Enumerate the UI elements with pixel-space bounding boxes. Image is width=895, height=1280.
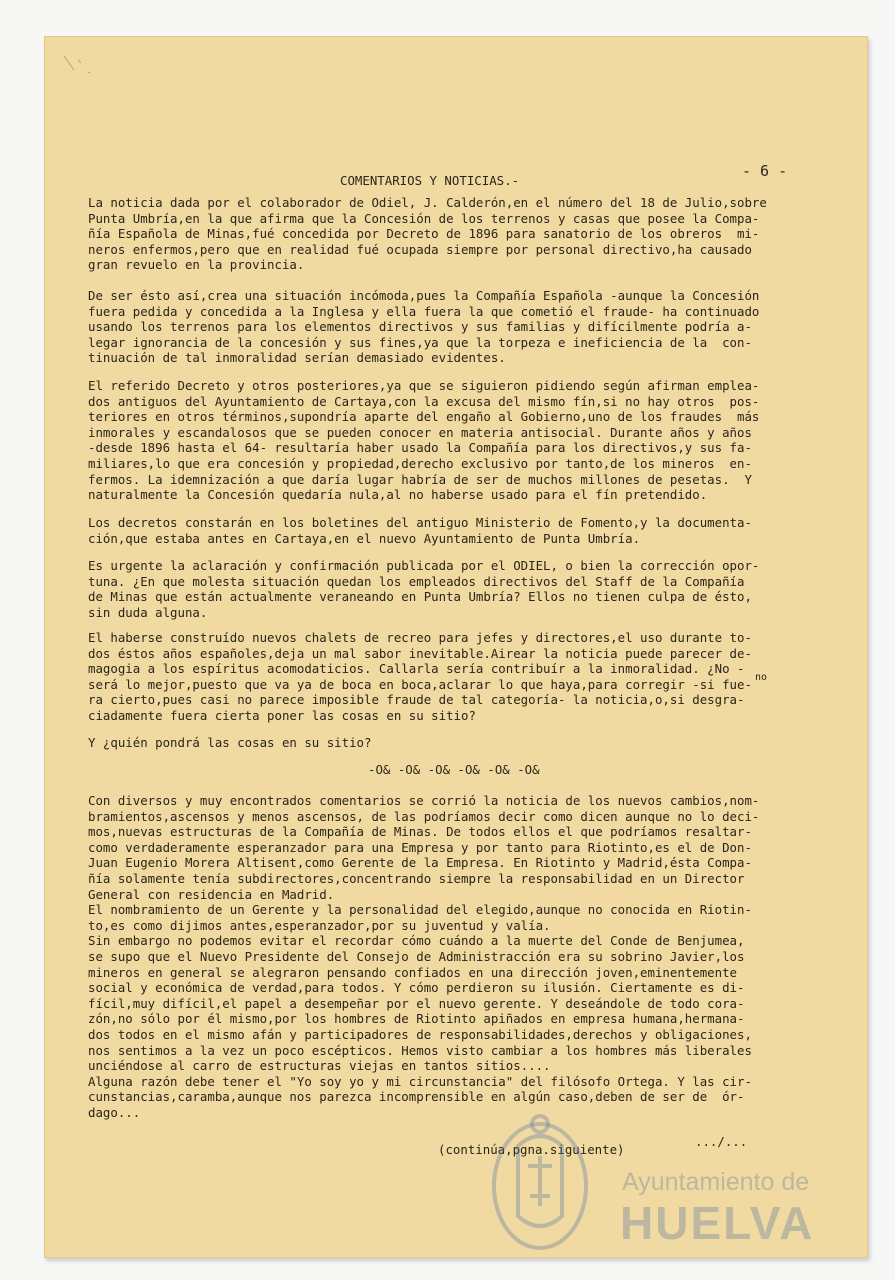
- text-line: fuera pedida y concedida a la Inglesa y ella fuera la que cometió el fraude- ha continuado: [88, 303, 760, 319]
- text-line: bramientos,ascensos y menos ascensos, de las podríamos decir como dicen aunque no lo deci-: [88, 808, 760, 824]
- text-line: Sin embargo no podemos evitar el recordar cómo cuándo a la muerte del Conde de Benjumea,: [88, 933, 745, 949]
- paragraph-8: [88, 793, 828, 1120]
- paragraph-3: [88, 378, 828, 503]
- continues-note: (continúa,pgna.siguiente): [438, 1142, 625, 1157]
- text-line: dos todos en el mismo afán y participadores de responsabilidades,derechos y obligaciones,: [88, 1026, 752, 1042]
- paragraph-5: [88, 558, 828, 620]
- text-line: como verdaderamente esperanzador para una Empresa y por tanto para Riotinto,es el de Don-: [88, 839, 752, 855]
- text-line: General con residencia en Madrid.: [88, 886, 335, 902]
- text-line: Los decretos constarán en los boletines del antiguo Ministerio de Fomento,y la documenta-: [88, 515, 752, 530]
- text-line: ra cierto,pues casi no parece imposible fraude de tal categoría- la noticia,o,si desgra-: [88, 692, 745, 708]
- text-line: teriores en otros términos,supondría aparte del engaño al Gobierno,uno de los fraudes más: [88, 409, 760, 425]
- text-line: De ser ésto así,crea una situación incómoda,pues la Compañía Española -aunque la Concesión: [88, 288, 760, 303]
- text-line: cunstancias,caramba,aunque nos parezca incomprensible en algún caso,deben de ser de ór-: [88, 1089, 745, 1105]
- text-line: ción,que estaba antes en Cartaya,en el nuevo Ayuntamiento de Punta Umbría.: [88, 530, 641, 546]
- text-line: Punta Umbría,en la que afirma que la Concesión de los terrenos y casas que posee la Compa-: [88, 210, 760, 226]
- text-line: La noticia dada por el colaborador de Odiel, J. Calderón,en el número del 18 de Julio,sobre: [88, 195, 767, 210]
- text-line: social y económica de verdad,para todos. Y cómo perdieron su ilusión. Ciertamente es di-: [88, 980, 745, 996]
- paragraph-4: [88, 515, 828, 546]
- text-line: será lo mejor,puesto que va ya de boca en boca,aclarar lo que haya,para corregir -si fue-: [88, 676, 752, 692]
- text-line: -desde 1896 hasta el 64- resultaría haber usado la Compañía para los directivos,y sus fa-: [88, 440, 752, 456]
- continuation-mark: .../...: [695, 1134, 748, 1149]
- text-line: dago...: [88, 1104, 141, 1120]
- paragraph-6: [88, 630, 828, 724]
- text-line: Con diversos y muy encontrados comentarios se corrió la noticia de los nuevos cambios,nom-: [88, 793, 760, 808]
- text-line: El referido Decreto y otros posteriores,ya que se siguieron pidiendo según afirman emplea-: [88, 378, 760, 393]
- text-line: dos antiguos del Ayuntamiento de Cartaya,con la excusa del mismo fín,si no hay otros pos-: [88, 393, 760, 409]
- text-line: gran revuelo en la provincia.: [88, 257, 305, 273]
- text-line: ciadamente fuera cierta poner las cosas en su sitio?: [88, 707, 476, 723]
- text-line: fermos. La idemnización a que daría lugar habría de ser de muchos millones de pesetas. Y: [88, 471, 752, 487]
- paragraph-2: [88, 288, 828, 366]
- text-line: mos,nuevas estructuras de la Compañía de Minas. De todos ellos el que podríamos resaltar-: [88, 824, 752, 840]
- paragraph-1: [88, 195, 828, 273]
- text-line: inmorales y escandalosos que se pueden conocer en materia antisocial. Durante años y años: [88, 424, 752, 440]
- paper-crease-mark: [60, 50, 100, 80]
- text-line: legar ignorancia de la concesión y sus fines,ya que la torpeza e ineficiencia de la con-: [88, 334, 752, 350]
- text-line: zón,no sólo por él mismo,por los hombres de Riotinto apiñados en empresa humana,hermana-: [88, 1011, 745, 1027]
- text-line: Es urgente la aclaración y confirmación publicada por el ODIEL, o bien la corrección opor-: [88, 558, 760, 573]
- watermark-line-2: HUELVA: [620, 1197, 815, 1249]
- interline-insert: no: [755, 672, 768, 683]
- text-line: neros enfermos,pero que en realidad fué ocupada siempre por personal directivo,ha causado: [88, 241, 752, 257]
- text-line: sin duda alguna.: [88, 604, 208, 620]
- text-line: naturalmente la Concesión quedaría nula,al no haberse usado para el fín pretendido.: [88, 487, 708, 503]
- text-line: nos sentimos a la vez un poco escépticos. Hemos visto cambiar a los hombres más liberales: [88, 1042, 752, 1058]
- text-line: to,es como dijimos antes,esperanzador,por su juventud y valía.: [88, 917, 551, 933]
- text-line: El nombramiento de un Gerente y la personalidad del elegido,aunque no conocida en Riotin-: [88, 902, 752, 918]
- text-line: Y ¿quién pondrá las cosas en su sitio?: [88, 735, 372, 750]
- text-line: magogia a los espíritus acomodaticios. Callarla sería contribuír a la inmoralidad. ¿No -: [88, 661, 745, 677]
- text-line: de Minas que están actualmente veraneando en Punta Umbría? Ellos no tienen culpa de ésto,: [88, 589, 752, 605]
- page-number: - 6 -: [742, 162, 788, 180]
- page-title: COMENTARIOS Y NOTICIAS.-: [340, 173, 520, 188]
- text-line: miliares,lo que era concesión y propiedad,derecho exclusivo por tanto,de los mineros en-: [88, 455, 752, 471]
- text-line: El haberse construído nuevos chalets de recreo para jefes y directores,el uso durante to-: [88, 630, 752, 645]
- text-line: ñía solamente tenía subdirectores,concentrando siempre la responsabilidad en un Director: [88, 870, 745, 886]
- text-line: unciéndose al carro de estructuras viejas en tantos sitios....: [88, 1058, 551, 1074]
- text-line: Alguna razón debe tener el "Yo soy yo y mi circunstancia" del filósofo Ortega. Y las cir-: [88, 1073, 752, 1089]
- text-line: dos éstos años españoles,deja un mal sabor inevitable.Airear la noticia puede parecer de-: [88, 645, 752, 661]
- watermark-line-1: Ayuntamiento de: [622, 1168, 810, 1196]
- paragraph-7: [88, 735, 828, 751]
- text-line: tuna. ¿En que molesta situación quedan los empleados directivos del Staff de la Compañía: [88, 573, 745, 589]
- text-line: tinuación de tal inmoralidad serían demasiado evidentes.: [88, 350, 506, 366]
- text-line: ñía Española de Minas,fué concedida por Decreto de 1896 para sanatorio de los obreros mi-: [88, 226, 760, 242]
- text-line: mineros en general se alegraron pensando confiados en una dirección joven,eminentemente: [88, 964, 738, 980]
- text-line: Juan Eugenio Morera Altisent,como Gerente de la Empresa. En Riotinto y Madrid,ésta Compa-: [88, 855, 752, 871]
- text-line: usando los terrenos para los elementos directivos y sus familias y difícilmente podría a-: [88, 319, 752, 335]
- text-line: se supo que el Nuevo Presidente del Consejo de Administracción era su sobrino Javier,los: [88, 948, 745, 964]
- text-line: fícil,muy difícil,el papel a desempeñar por el nuevo gerente. Y deseándole de todo cora-: [88, 995, 745, 1011]
- section-separator: -O& -O& -O& -O& -O& -O&: [368, 762, 540, 777]
